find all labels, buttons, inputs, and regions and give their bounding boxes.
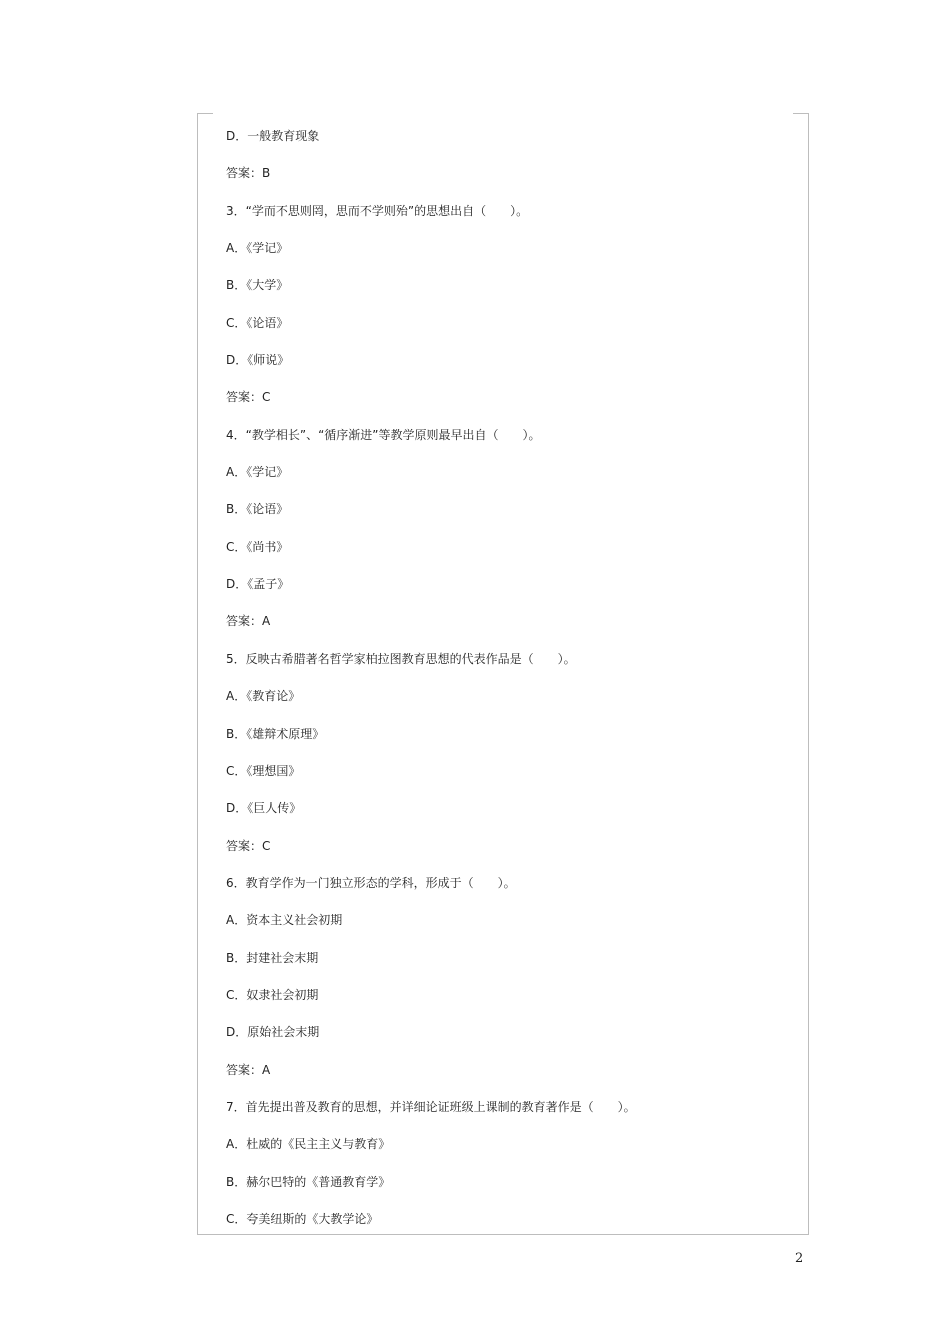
option-line: A．杜威的《民主主义与教育》 <box>226 1137 391 1152</box>
answer-line: 答案：A <box>226 614 271 629</box>
option-line: D．原始社会末期 <box>226 1025 320 1040</box>
option-line: D．《孟子》 <box>226 577 290 592</box>
option-line: A．《学记》 <box>226 241 289 256</box>
option-line: B．《雄辩术原理》 <box>226 726 325 741</box>
answer-line: 答案：C <box>226 838 271 853</box>
text-line: D．一般教育现象 <box>226 129 320 143</box>
answer-line: 答案：C <box>226 390 271 405</box>
question-7: 7．首先提出普及教育的思想，并详细论证班级上课制的教育著作是（ ）。 <box>226 1099 636 1114</box>
option-line: A．资本主义社会初期 <box>226 913 343 928</box>
option-line: D．《巨人传》 <box>226 801 302 816</box>
option-line: D．《师说》 <box>226 353 290 368</box>
page-corner-mark-right <box>793 113 809 114</box>
option-line: C．《论语》 <box>226 315 289 330</box>
option-line: B．《论语》 <box>226 502 289 517</box>
option-line: C．夸美纽斯的《大教学论》 <box>226 1211 379 1226</box>
option-line: C．《尚书》 <box>226 539 289 554</box>
option-line: B．赫尔巴特的《普通教育学》 <box>226 1174 391 1189</box>
answer-line: 答案：B <box>226 166 271 181</box>
option-line: A．《学记》 <box>226 465 289 480</box>
document-content <box>226 124 796 1244</box>
question-6: 6．教育学作为一门独立形态的学科，形成于（ ）。 <box>226 875 516 890</box>
page-corner-mark-left <box>197 113 213 114</box>
question-4: 4．“教学相长”、“循序渐进”等教学原则最早出自（ ）。 <box>226 427 541 442</box>
question-3: 3．“学而不思则罔，思而不学则殆”的思想出自（ ）。 <box>226 203 529 218</box>
option-line: C．《理想国》 <box>226 763 301 778</box>
option-line: B．《大学》 <box>226 278 289 293</box>
answer-line: 答案：A <box>226 1062 271 1077</box>
option-line: A．《教育论》 <box>226 689 301 704</box>
option-line: C．奴隶社会初期 <box>226 987 319 1002</box>
page-number: 2 <box>795 1251 804 1266</box>
question-5: 5．反映古希腊著名哲学家柏拉图教育思想的代表作品是（ ）。 <box>226 651 576 666</box>
option-line: B．封建社会末期 <box>226 950 319 965</box>
